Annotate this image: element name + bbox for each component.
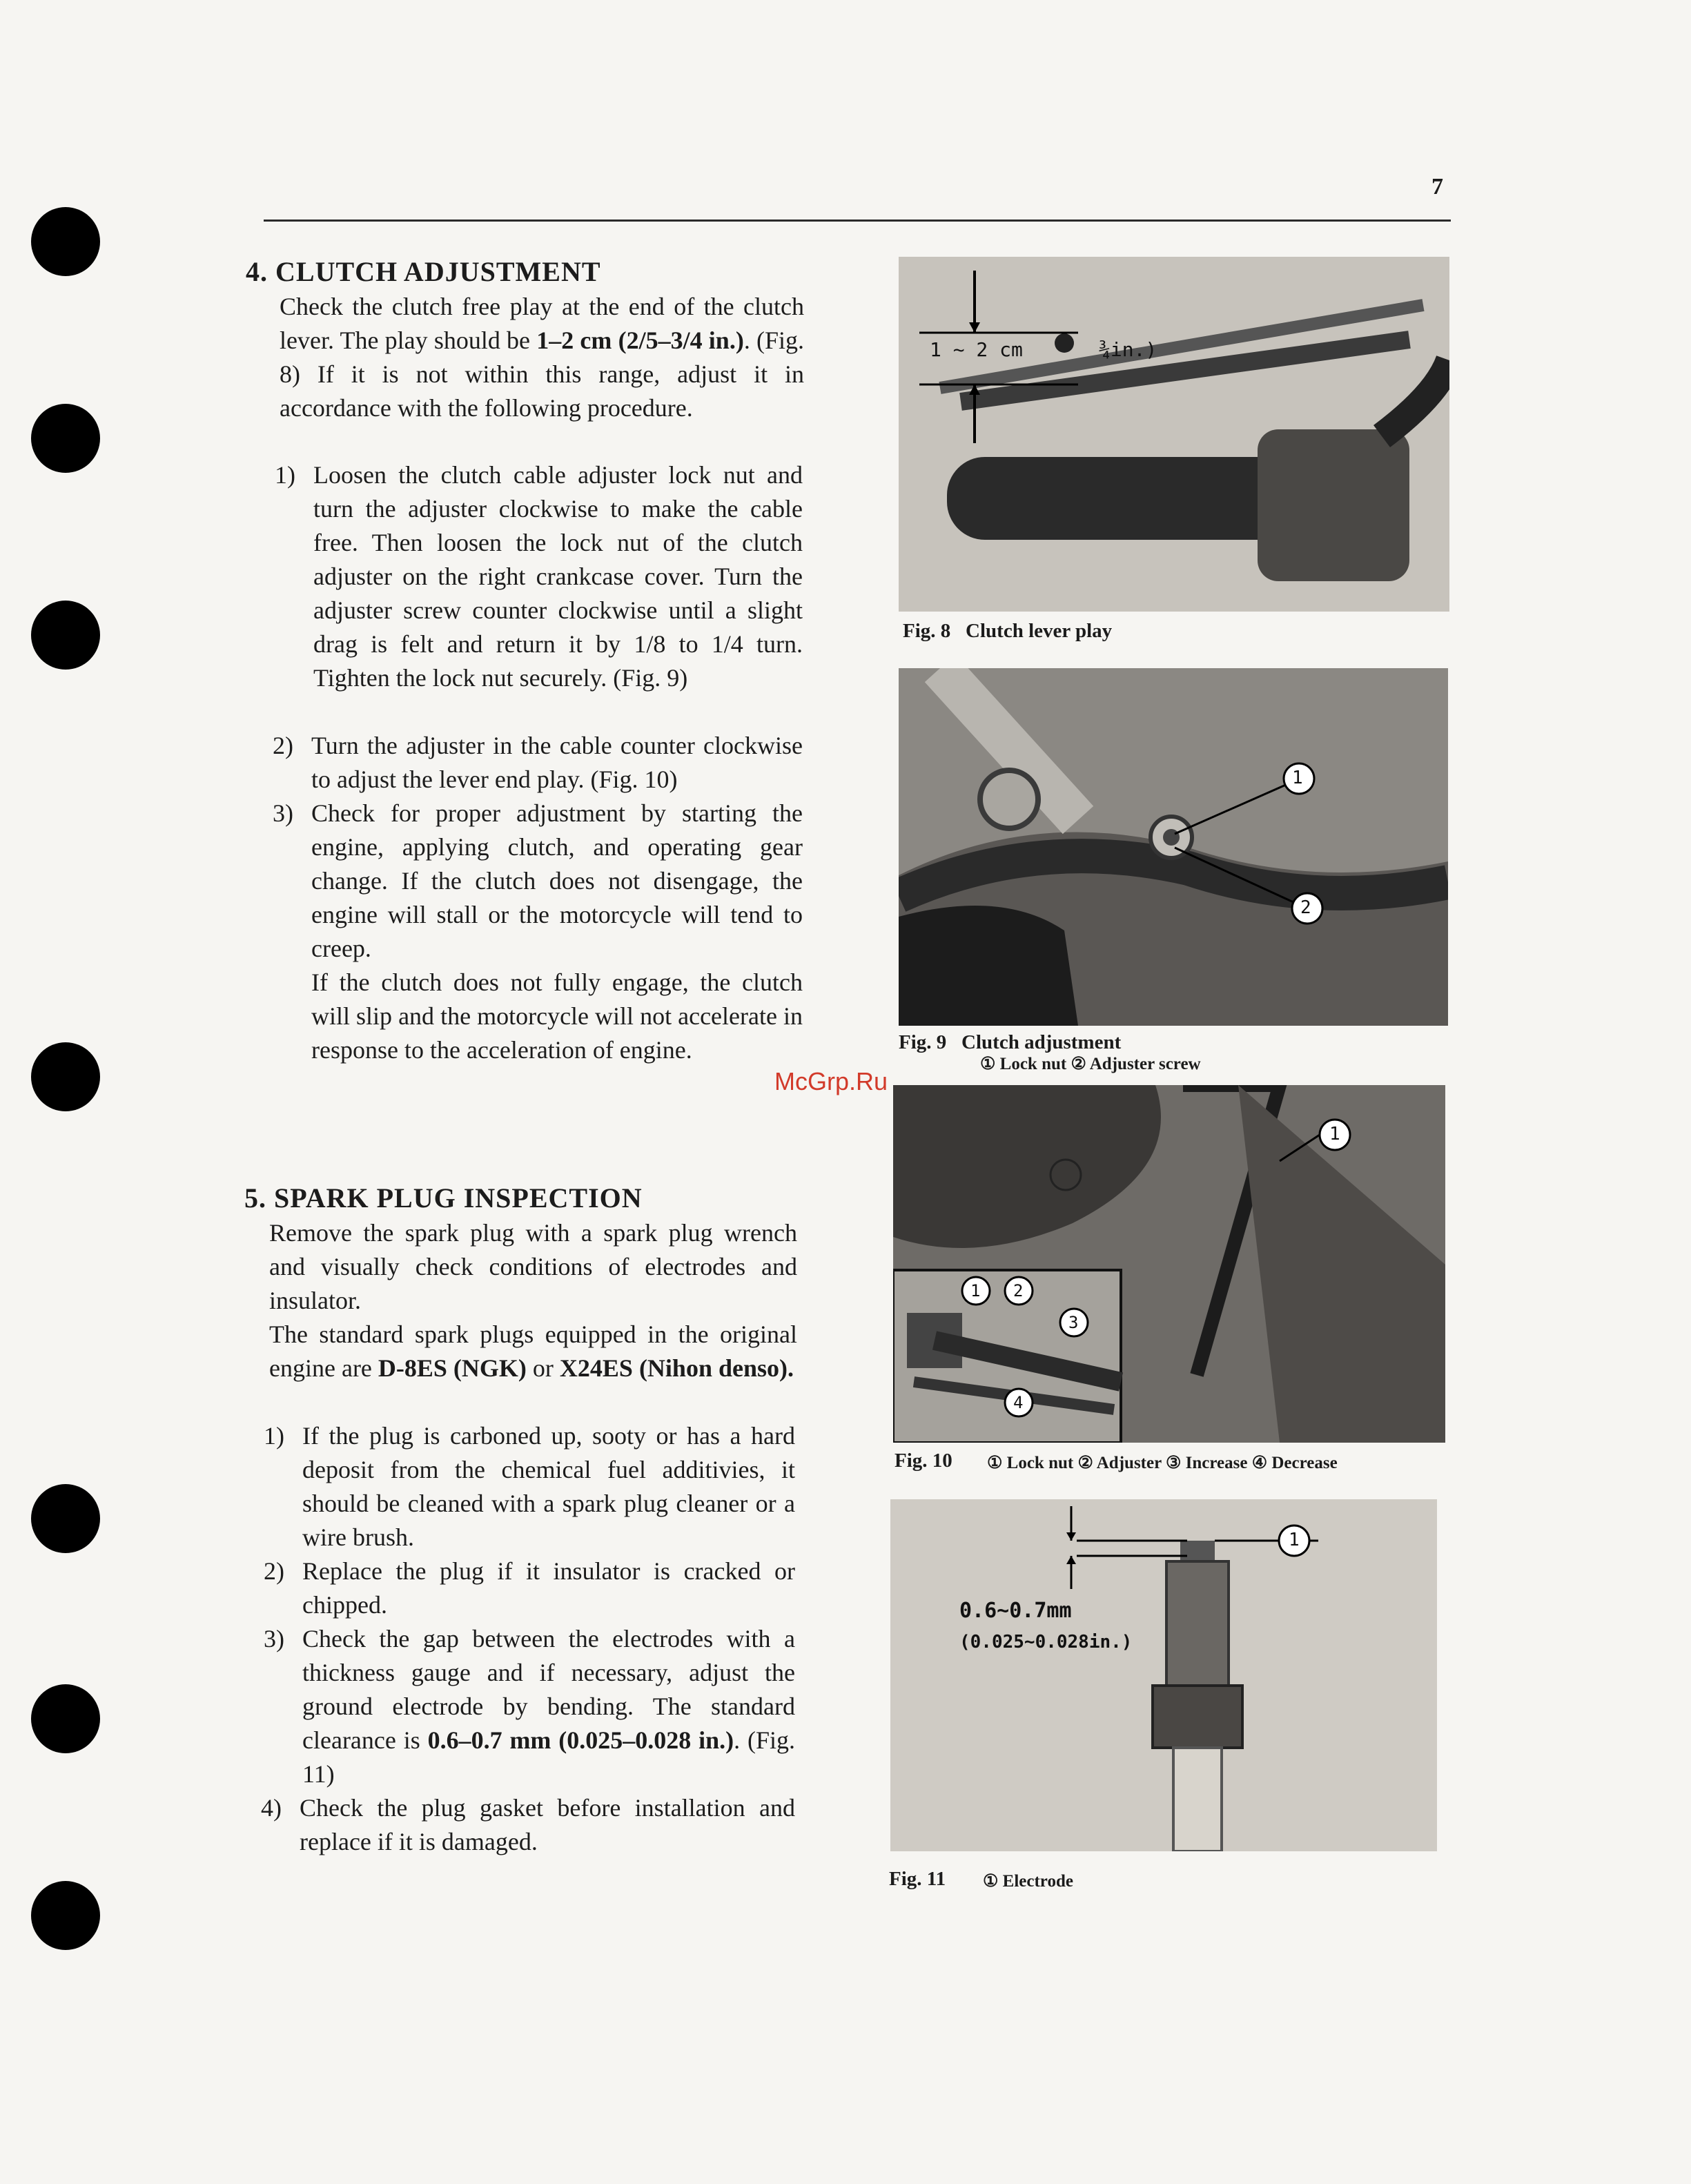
- fig8-title: Clutch lever play: [966, 620, 1113, 642]
- fig8-caption: [903, 620, 1112, 643]
- step-text: Check the plug gasket before installation and replace if it is damaged.: [300, 1794, 795, 1855]
- fig10-photo: [893, 1085, 1445, 1443]
- spark-standard-a: The standard spark plugs equipped in the original engine are: [269, 1320, 797, 1382]
- fig9-legend: ① Lock nut ② Adjuster screw: [980, 1055, 1201, 1073]
- fig10-marker-1: 1: [1329, 1124, 1340, 1144]
- fig11-caption: [889, 1868, 946, 1891]
- spark-step-3: [264, 1622, 795, 1791]
- fig11-label: Fig. 11: [889, 1868, 946, 1890]
- binder-hole: [31, 1881, 100, 1950]
- step-text-d: . (Fig. 11): [302, 1726, 796, 1788]
- fig10-marker-1-inset: 1: [970, 1281, 981, 1300]
- fig10-marker-2-inset: 2: [1013, 1281, 1024, 1300]
- step-number: 4): [261, 1794, 282, 1822]
- step-number: 3): [264, 1625, 284, 1652]
- spark-plug-ngk: D-8ES (NGK): [378, 1354, 527, 1382]
- gap-in: (0.025–0.028 in.): [558, 1726, 734, 1754]
- spark-standard: [269, 1318, 797, 1385]
- fig10-marker-3-inset: 3: [1068, 1313, 1079, 1332]
- clutch-intro: [280, 290, 804, 425]
- fig10-label: Fig. 10: [895, 1450, 952, 1472]
- fig9-title: Clutch adjustment: [961, 1031, 1122, 1053]
- step-number: 3): [273, 799, 293, 827]
- fig11-photo: [890, 1499, 1437, 1851]
- clutch-step-2: [273, 729, 803, 797]
- step-text: [302, 1622, 795, 1791]
- binder-hole: [31, 1684, 100, 1753]
- clutch-play-in: (2/5–3/4 in.): [618, 326, 744, 354]
- step-text: Loosen the clutch cable adjuster lock nut and turn the adjuster clockwise to make the cable free. Then loosen the lock nut of the clutch adjuster on the right crankcase cover. Turn the adjuster screw counter clockwise until a slight drag is felt and return it by 1/8 to 1/4 turn. Tighten the lock nut securely. (Fig. 9): [313, 461, 803, 692]
- header-rule: [264, 220, 1451, 222]
- fig9-photo: [899, 668, 1448, 1026]
- clutch-play-cm: 1–2 cm: [536, 326, 612, 354]
- step-number: 2): [273, 732, 293, 759]
- clutch-step-3: [273, 797, 803, 1067]
- binder-hole: [31, 1484, 100, 1553]
- step-text: Turn the adjuster in the cable counter clockwise to adjust the lever end play. (Fig. 10): [311, 732, 803, 793]
- step-text-continued: If the clutch does not fully engage, the clutch will slip and the motorcycle will not accelerate in response to the acceleration of engine.: [311, 968, 803, 1064]
- watermark: McGrp.Ru: [774, 1067, 888, 1095]
- step-text: Check for proper adjustment by starting the engine, applying clutch, and operating gear change. If the clutch does not disengage, the engine will stall or the motorcycle will tend to creep.: [311, 799, 803, 962]
- fig9-label: Fig. 9: [899, 1031, 947, 1053]
- step-text-a: Check the gap between the electrodes with a thickness gauge and if necessary, adjust the ground electrode by bending. The standard clearance is: [302, 1625, 795, 1754]
- binder-hole: [31, 1042, 100, 1111]
- page-number: 7: [1431, 174, 1443, 199]
- fig8-overlay-cm: 1 ~ 2 cm: [930, 338, 1023, 361]
- fig10-legend: ① Lock nut ② Adjuster ③ Increase ④ Decrease: [987, 1454, 1338, 1472]
- fig11-gap-mm: 0.6~0.7mm: [959, 1599, 1072, 1623]
- fig9-marker-1: 1: [1292, 768, 1303, 788]
- fig8-photo: [899, 257, 1449, 612]
- clutch-step-1: [275, 458, 803, 695]
- gap-mm: 0.6–0.7 mm: [427, 1726, 551, 1754]
- step-number: 1): [264, 1422, 284, 1450]
- spark-standard-or: or: [532, 1354, 554, 1382]
- spark-heading: 5. SPARK PLUG INSPECTION: [244, 1182, 643, 1213]
- fig11-marker-1: 1: [1289, 1530, 1300, 1550]
- fig8-overlay-in: ¾in.): [1099, 338, 1157, 361]
- binder-hole: [31, 207, 100, 276]
- spark-intro: Remove the spark plug with a spark plug wrench and visually check conditions of electrodes and insulator.: [269, 1219, 797, 1314]
- fig10-caption: [895, 1450, 952, 1472]
- fig8-label: Fig. 8: [903, 620, 951, 642]
- fig9-marker-2: 2: [1300, 897, 1311, 918]
- step-number: 1): [275, 461, 295, 489]
- clutch-heading: 4. CLUTCH ADJUSTMENT: [246, 256, 601, 287]
- spark-plug-denso: X24ES (Nihon denso).: [559, 1354, 794, 1382]
- spark-step-1: [264, 1419, 795, 1554]
- fig9-caption: [899, 1031, 1121, 1054]
- clutch-intro-c: . (Fig. 8) If it is not within this range, adjust it in accordance with the following procedure.: [280, 326, 805, 422]
- fig10-marker-4-inset: 4: [1013, 1393, 1024, 1412]
- step-text: If the plug is carboned up, sooty or has a hard deposit from the chemical fuel additivies, it should be cleaned with a spark plug cleaner or a wire brush.: [302, 1422, 795, 1551]
- spark-step-2: [264, 1554, 795, 1622]
- step-number: 2): [264, 1557, 284, 1585]
- step-text: Replace the plug if it insulator is cracked or chipped.: [302, 1557, 795, 1619]
- clutch-intro-a: Check the clutch free play at the end of the clutch lever. The play should be: [280, 293, 804, 354]
- binder-hole: [31, 404, 100, 473]
- spark-step-4: [261, 1791, 795, 1859]
- fig11-gap-in: (0.025~0.028in.): [959, 1632, 1133, 1652]
- fig11-legend: ① Electrode: [983, 1872, 1073, 1891]
- binder-hole: [31, 601, 100, 670]
